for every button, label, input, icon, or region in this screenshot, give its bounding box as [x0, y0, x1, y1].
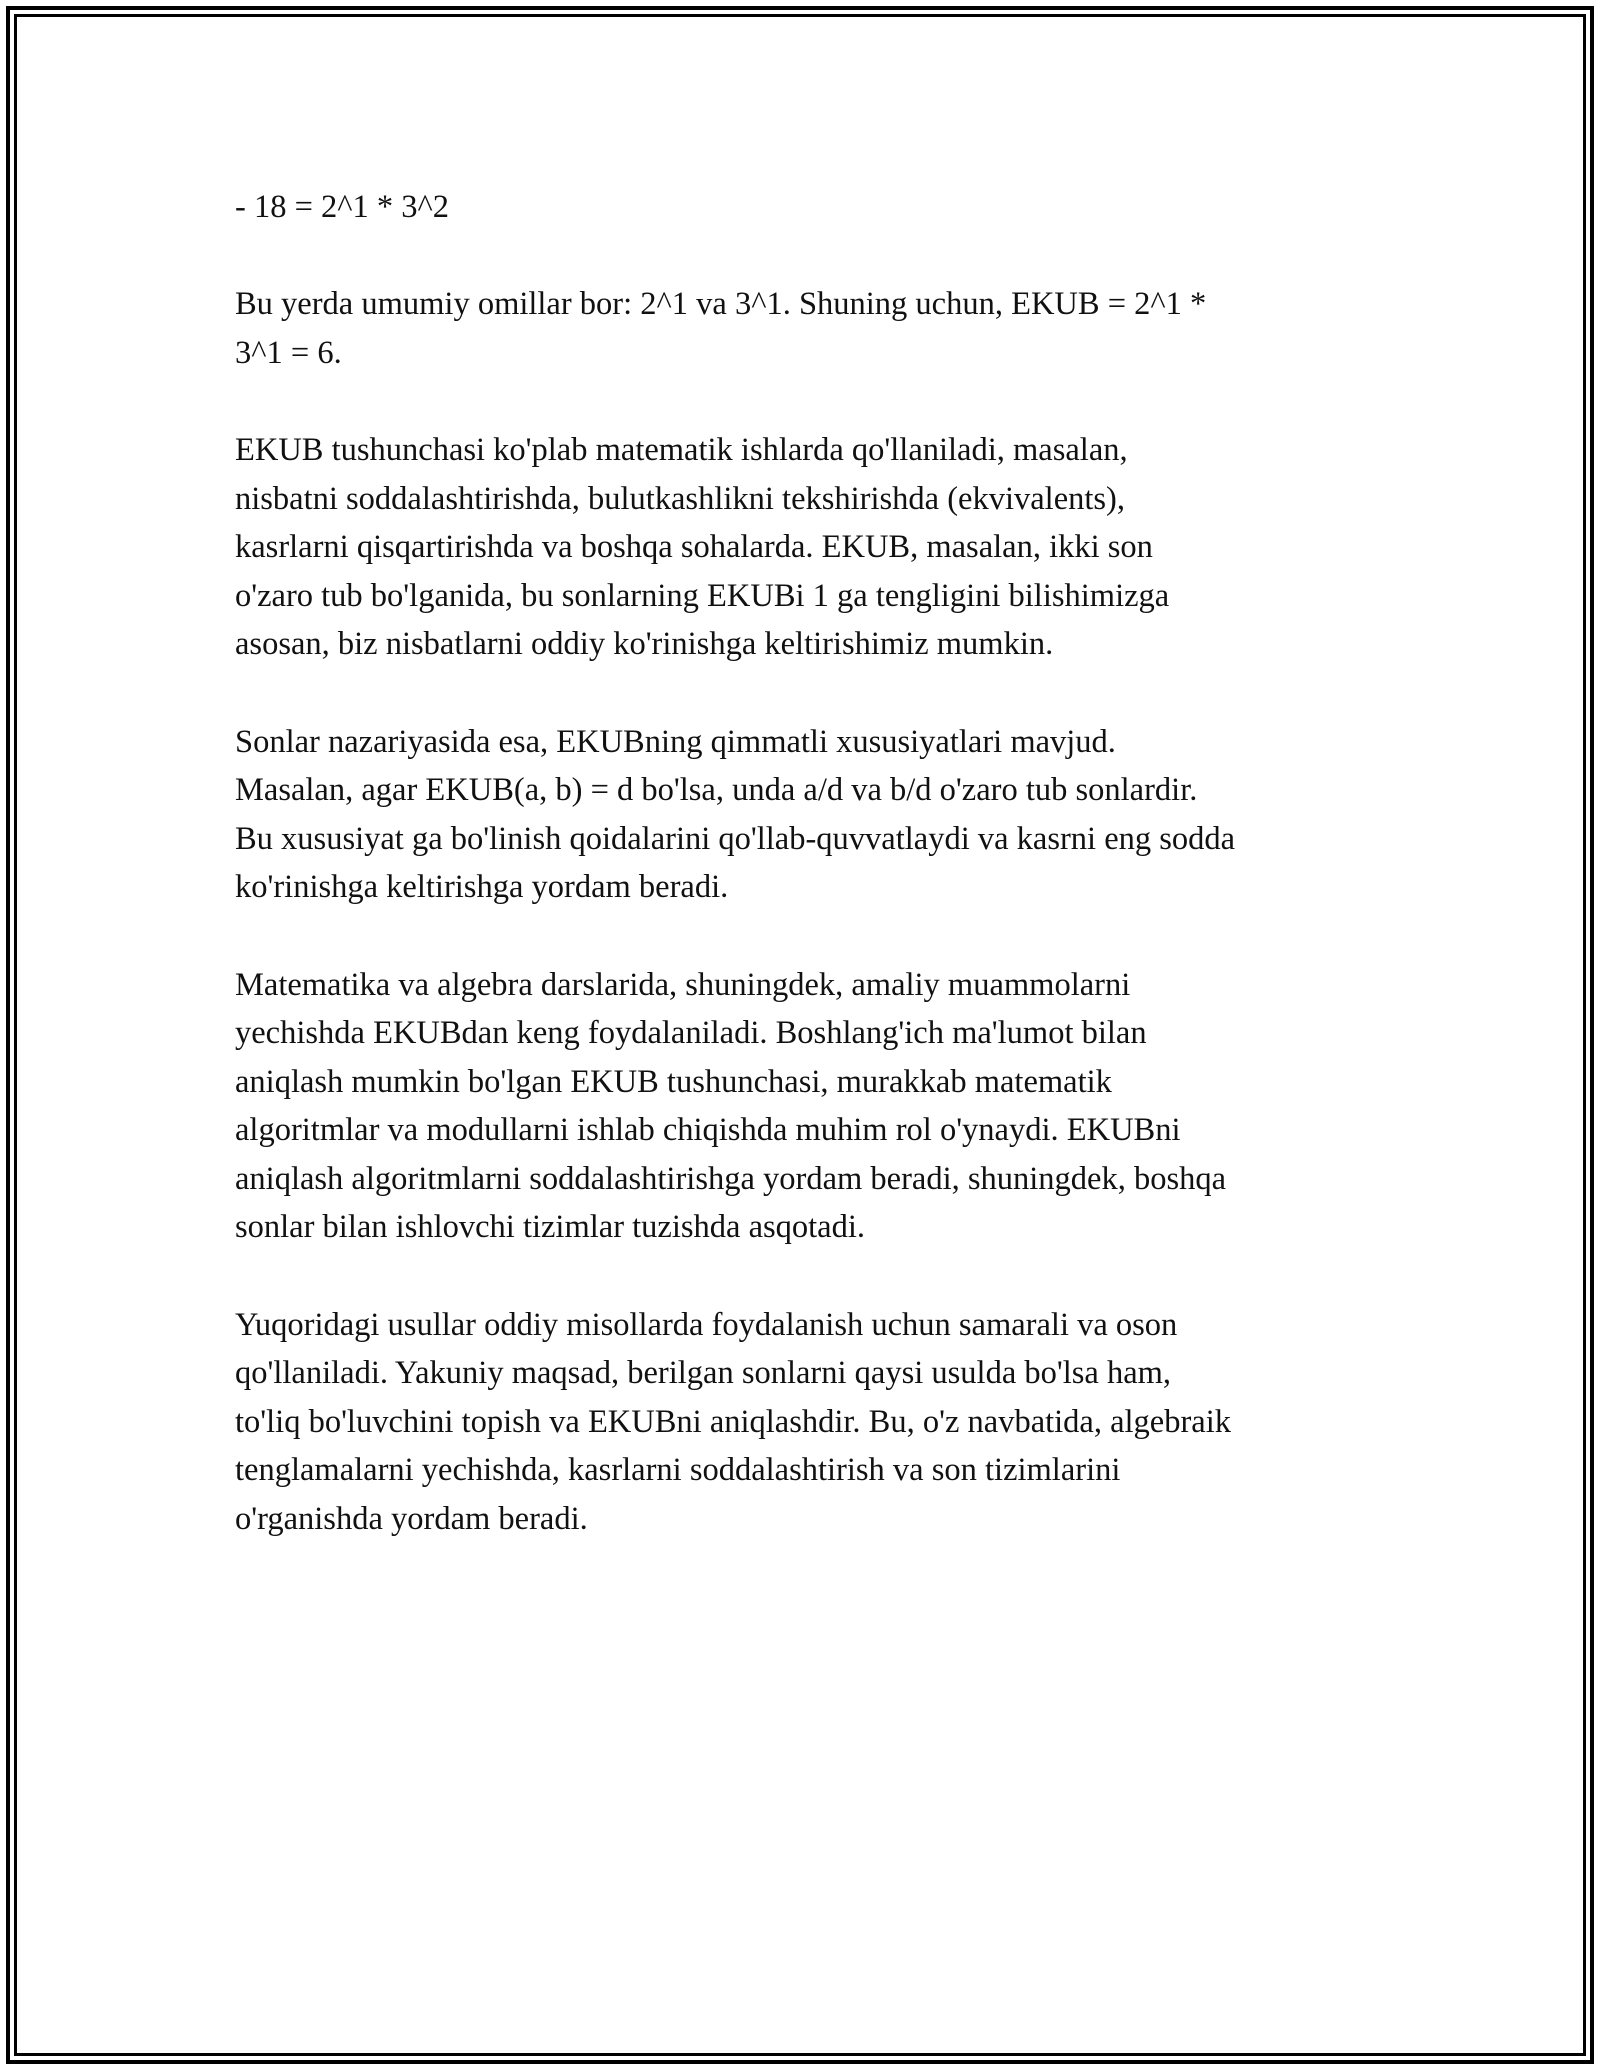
text-line: sonlar bilan ishlovchi tizimlar tuzishda asqotadi.: [235, 1209, 866, 1246]
text-line: algoritmlar va modullarni ishlab chiqishda muhim rol o'ynaydi. EKUBni: [235, 1112, 1181, 1149]
paragraph-ekub-applications: [235, 426, 1380, 669]
text-line: qo'llaniladi. Yakuniy maqsad, berilgan sonlarni qaysi usulda bo'lsa ham,: [235, 1355, 1172, 1392]
text-line: nisbatni soddalashtirishda, bulutkashlikni tekshirishda (ekvivalents),: [235, 480, 1126, 517]
text-line: - 18 = 2^1 * 3^2: [235, 189, 450, 225]
text-line: o'zaro tub bo'lganida, bu sonlarning EKUBi 1 ga tengligini bilishimizga: [235, 577, 1170, 614]
text-line: Sonlar nazariyasida esa, EKUBning qimmatli xususiyatlari mavjud.: [235, 723, 1116, 760]
text-line: yechishda EKUBdan keng foydalaniladi. Boshlang'ich ma'lumot bilan: [235, 1015, 1147, 1052]
text-line: kasrlarni qisqartirishda va boshqa sohalarda. EKUB, masalan, ikki son: [235, 529, 1153, 566]
text-line: tenglamalarni yechishda, kasrlarni soddalashtirish va son tizimlarini: [235, 1452, 1121, 1489]
text-line: Bu xususiyat ga bo'linish qoidalarini qo'llab-quvvatlaydi va kasrni eng sodda: [235, 820, 1236, 857]
paragraph-common-factors: [235, 280, 1380, 377]
text-line: aniqlash algoritmlarni soddalashtirishga yordam beradi, shuningdek, boshqa: [235, 1160, 1227, 1197]
paragraph-number-theory: [235, 718, 1380, 912]
text-line: EKUB tushunchasi ko'plab matematik ishlarda qo'llaniladi, masalan,: [235, 431, 1128, 468]
text-line: to'liq bo'luvchini topish va EKUBni aniqlashdir. Bu, o'z navbatida, algebraik: [235, 1403, 1232, 1440]
text-line: Masalan, agar EKUB(a, b) = d bo'lsa, unda a/d va b/d o'zaro tub sonlardir.: [235, 772, 1198, 809]
paragraph-factorization: [235, 183, 1380, 232]
text-line: aniqlash mumkin bo'lgan EKUB tushunchasi, murakkab matematik: [235, 1063, 1112, 1100]
text-line: 3^1 = 6.: [235, 334, 342, 371]
paragraph-algebra-lessons: [235, 961, 1380, 1253]
paragraph-conclusion: [235, 1301, 1380, 1544]
text-line: ko'rinishga keltirishga yordam beradi.: [235, 869, 729, 906]
text-line: o'rganishda yordam beradi.: [235, 1501, 588, 1538]
text-line: Matematika va algebra darslarida, shuningdek, amaliy muammolarni: [235, 966, 1131, 1003]
text-line: Bu yerda umumiy omillar bor: 2^1 va 3^1. Shuning uchun, EKUB = 2^1 *: [235, 286, 1207, 323]
text-line: Yuqoridagi usullar oddiy misollarda foydalanish uchun samarali va oson: [235, 1306, 1178, 1343]
document-body: [235, 183, 1380, 1544]
text-line: asosan, biz nisbatlarni oddiy ko'rinishga keltirishimiz mumkin.: [235, 626, 1054, 663]
